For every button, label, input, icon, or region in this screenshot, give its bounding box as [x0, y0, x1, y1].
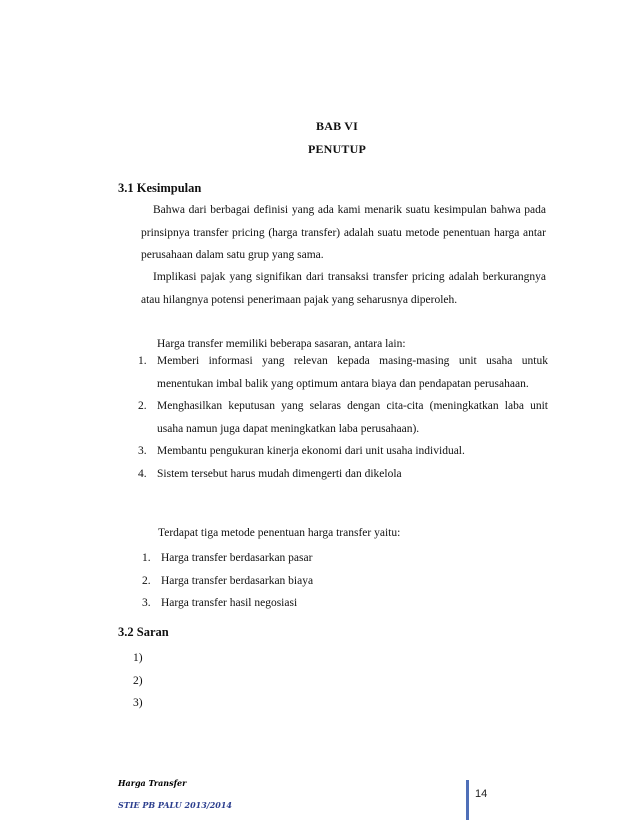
list-item [142, 547, 442, 570]
page-number: 14 [475, 788, 488, 800]
list-text: Menghasilkan keputusan yang selaras dengan cita-cita (meningkatkan laba unit usaha namun juga dapat meningkatkan laba perusahaan). [157, 400, 548, 435]
list-number: 1) [133, 652, 143, 664]
list-item [138, 440, 548, 463]
list-text: Sistem tersebut harus mudah dimengerti dan dikelola [157, 467, 402, 480]
paragraph-definition: Bahwa dari berbagai definisi yang ada kami menarik suatu kesimpulan bahwa pada prinsipnya transfer pricing (harga transfer) adalah suatu metode penentuan harga antar perusahaan dalam satu grup yang sama. [141, 204, 546, 261]
paragraph-methods-intro: Terdapat tiga metode penentuan harga transfer yaitu: [158, 527, 401, 539]
list-number: 3) [133, 697, 143, 709]
section-heading-kesimpulan: 3.1 Kesimpulan [118, 181, 202, 195]
list-item [138, 395, 548, 440]
list-item [138, 463, 548, 486]
list-number: 2. [142, 574, 151, 587]
footer-institution: STIE PB PALU 2013/2014 [118, 800, 232, 810]
list-number: 3. [142, 597, 151, 609]
list-text: Memberi informasi yang relevan kepada masing-masing unit usaha untuk menentukan imbal balik yang optimum antara biaya dan pendapatan perusahaan. [157, 355, 548, 390]
methods-list [142, 547, 442, 615]
list-number: 1. [138, 355, 147, 367]
paragraph-tax-implication: Implikasi pajak yang signifikan dari transaksi transfer pricing adalah berkurangnya atau hilangnya potensi penerimaan pajak yang seharusnya diperoleh. [141, 271, 546, 306]
list-item [133, 670, 233, 693]
section-heading-saran: 3.2 Saran [118, 625, 169, 639]
page-number-rule [466, 780, 469, 820]
chapter-title: PENUTUP [307, 142, 367, 156]
footer-topic: Harga Transfer [118, 778, 187, 788]
list-item [142, 570, 442, 593]
list-item [142, 592, 442, 615]
list-item [133, 692, 233, 715]
list-text: Harga transfer berdasarkan pasar [161, 552, 313, 564]
list-item [138, 350, 548, 395]
list-number: 4. [138, 467, 147, 480]
list-number: 2) [133, 674, 143, 687]
list-number: 1. [142, 552, 151, 564]
list-number: 3. [138, 445, 147, 457]
list-text: Harga transfer hasil negosiasi [161, 597, 298, 609]
paragraph-goals-intro: Harga transfer memiliki beberapa sasaran, antara lain: [157, 338, 406, 350]
chapter-number: BAB VI [316, 119, 358, 133]
suggestions-list [133, 647, 233, 715]
list-text: Membantu pengukuran kinerja ekonomi dari unit usaha individual. [157, 445, 465, 457]
list-item [133, 647, 233, 670]
list-text: Harga transfer berdasarkan biaya [161, 574, 314, 587]
goals-list [138, 350, 548, 485]
list-number: 2. [138, 400, 147, 412]
